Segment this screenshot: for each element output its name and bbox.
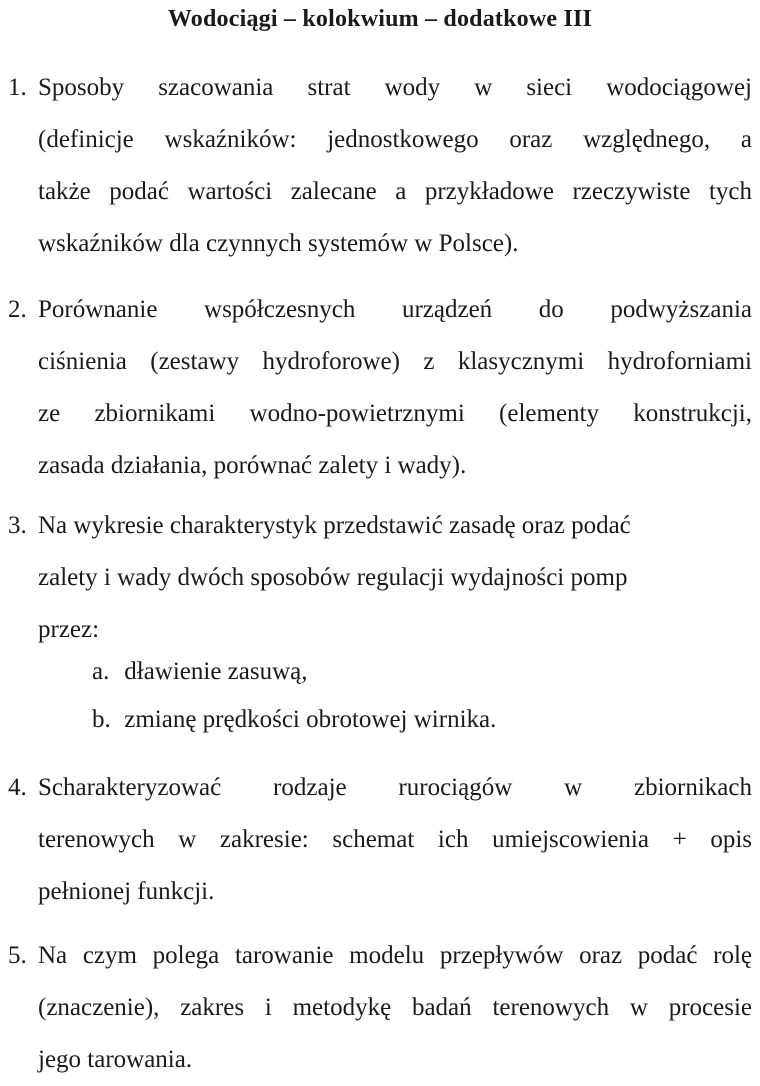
question-text <box>38 284 752 492</box>
question-line: (definicje wskaźników: jednostkowego oraz względnego, a <box>38 126 752 153</box>
question-text <box>38 930 752 1086</box>
question-number: 2. <box>8 296 27 323</box>
question-line: Scharakteryzować rodzaje rurociągów w zbiornikach <box>38 774 752 801</box>
subitem-a <box>92 646 308 698</box>
question-line: także podać wartości zalecane a przykładowe rzeczywiste tych <box>38 178 752 205</box>
question-line: przez: <box>38 616 100 643</box>
subitem-text: zmianę prędkości obrotowej wirnika. <box>124 706 497 733</box>
question-line: ciśnienia (zestawy hydroforowe) z klasycznymi hydroforniami <box>38 348 752 375</box>
document-title: Wodociągi – kolokwium – dodatkowe III <box>167 6 593 32</box>
question-line: Sposoby szacowania strat wody w sieci wodociągowej <box>38 74 752 101</box>
question-number: 4. <box>8 774 27 801</box>
question-line: (znaczenie), zakres i metodykę badań terenowych w procesie <box>38 994 752 1021</box>
question-4 <box>8 762 752 918</box>
question-line: Na wykresie charakterystyk przedstawić zasadę oraz podać <box>38 512 631 539</box>
subitem-b <box>92 694 496 746</box>
question-text <box>38 500 752 656</box>
question-line: terenowych w zakresie: schemat ich umiejscowienia + opis <box>38 826 752 853</box>
question-3 <box>8 500 752 656</box>
subitem-letter: a. <box>92 658 110 685</box>
question-line: wskaźników dla czynnych systemów w Polsce). <box>38 230 519 257</box>
question-2 <box>8 284 752 492</box>
question-line: zalety i wady dwóch sposobów regulacji wydajności pomp <box>38 564 628 591</box>
question-line: zasada działania, porównać zalety i wady). <box>38 452 467 479</box>
question-line: pełnionej funkcji. <box>38 878 215 905</box>
question-number: 1. <box>8 74 27 101</box>
question-text <box>38 62 752 270</box>
question-line: jego tarowania. <box>38 1046 193 1073</box>
subitem-text: dławienie zasuwą, <box>124 658 308 685</box>
question-1 <box>8 62 752 270</box>
question-text <box>38 762 752 918</box>
question-line: Na czym polega tarowanie modelu przepływów oraz podać rolę <box>38 942 752 969</box>
question-number: 3. <box>8 512 27 539</box>
question-line: Porównanie współczesnych urządzeń do podwyższania <box>38 296 752 323</box>
question-5 <box>8 930 752 1086</box>
question-line: ze zbiornikami wodno-powietrznymi (elementy konstrukcji, <box>38 400 752 427</box>
subitem-letter: b. <box>92 706 111 733</box>
question-number: 5. <box>8 942 27 969</box>
